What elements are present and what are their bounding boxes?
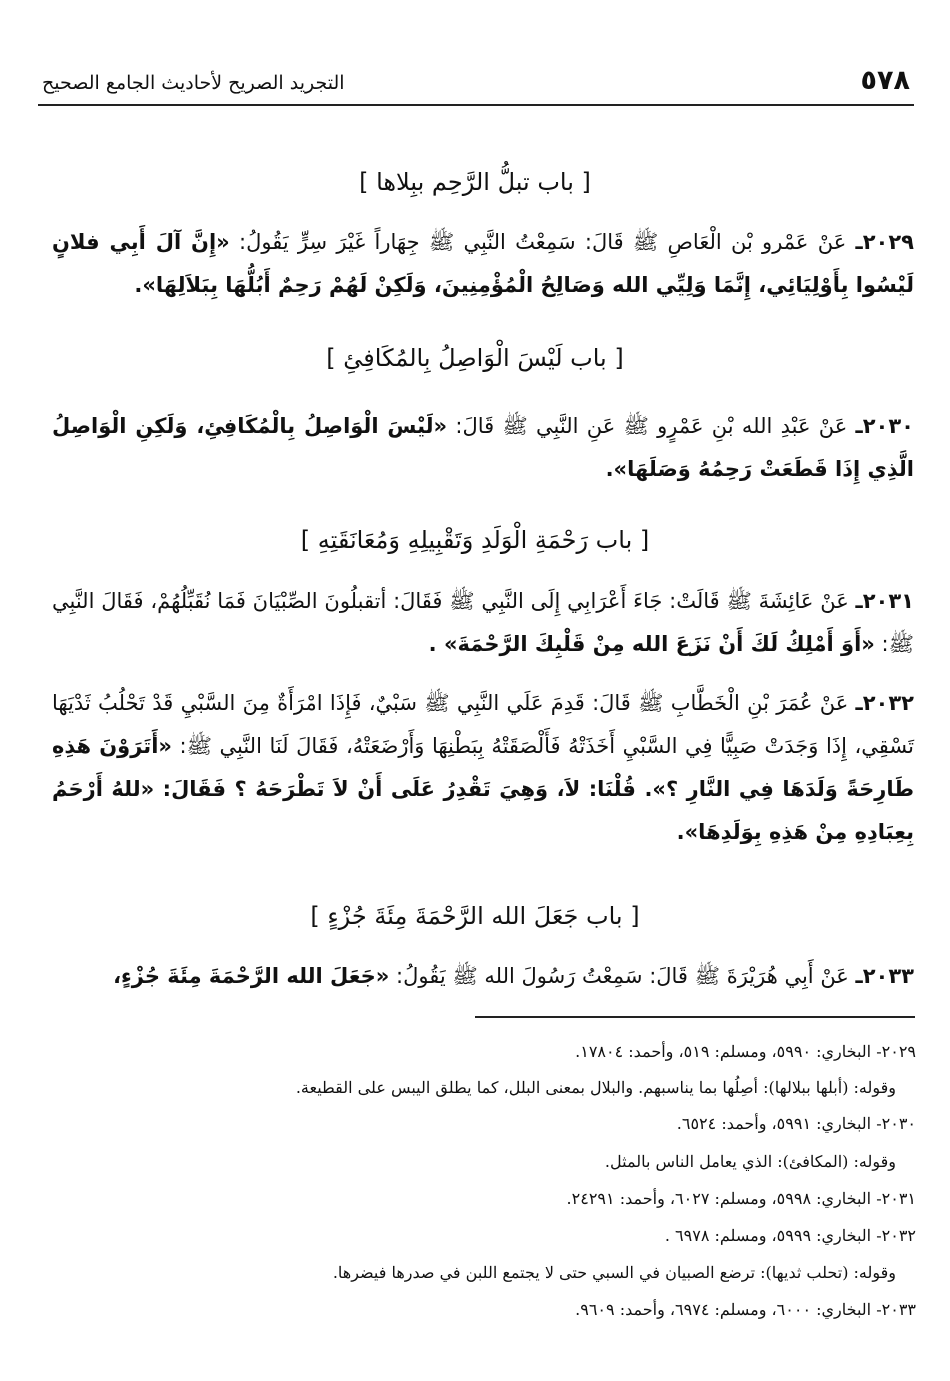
footnote-2032: ٢٠٣٢- البخاري: ٥٩٩٩، ومسلم: ٦٩٧٨ . bbox=[664, 1226, 916, 1245]
page-header bbox=[38, 62, 914, 106]
hadith-2031 bbox=[52, 580, 914, 666]
hadith-number: ٢٠٣٣ـ bbox=[855, 964, 914, 988]
hadith-narration: عَنْ عُمَرَ بْنِ الْخَطَّابِ ﷺ قَالَ: قَدِمَ عَلَي النَّبِي ﷺ سَبْيٌ، فَإِذَا امْرَأَةٌ مِنَ السَّبْيِ قَدْ تَحْلُبُ ثَدْيَهَا تَسْقِي، إِذَا وَجَدَتْ صَبِيًّا فِي السَّبْيِ أَخَذَتْهُ فَأَلْصَقَتْهُ بِبَطْنِهَا وَأَرْضَعَتْهُ، فَقَالَ لَنَا النَّبِي ﷺ: bbox=[52, 691, 914, 758]
hadith-2029 bbox=[52, 221, 914, 307]
chapter-heading: [ باب رَحْمَةِ الْوَلَدِ وَتَقْبِيلِهِ وَمُعَانَقَتِهِ ] bbox=[300, 526, 650, 554]
hadith-narration: عَنْ أَبِي هُرَيْرَةَ ﷺ قَالَ: سَمِعْتُ رَسُولَ الله ﷺ يَقُولُ: bbox=[396, 964, 849, 988]
footnote-2033: ٢٠٣٣- البخاري: ٦٠٠٠، ومسلم: ٦٩٧٤، وأحمد: ٩٦٠٩. bbox=[575, 1300, 916, 1319]
chapter-heading: [ باب جَعَلَ الله الرَّحْمَةَ مِئَةَ جُزْءٍ ] bbox=[310, 902, 640, 930]
running-title: التجريد الصريح لأحاديث الجامع الصحيح bbox=[42, 72, 345, 94]
hadith-2033 bbox=[52, 955, 914, 998]
page-number: ٥٧٨ bbox=[860, 65, 910, 96]
hadith-quote: «إِنَّ آلَ أَبِي فلانٍ لَيْسُوا بِأَوْلِيَائِي، إِنَّمَا وَلِيِّي الله وَصَالِحُ الْمُؤْمِنِينَ، وَلَكِنْ لَهُمْ رَحِمٌ أَبُلُّهَا بِبَلاَلِهَا». bbox=[52, 230, 914, 297]
footnote-2030-gloss: وقوله: (المكافئ): الذي يعامل الناس بالمثل. bbox=[604, 1152, 896, 1171]
chapter-heading: [ باب لَيْسَ الْوَاصِلُ بِالمُكَافِئِ ] bbox=[326, 344, 624, 372]
hadith-number: ٢٠٣٢ـ bbox=[855, 691, 914, 715]
footnote-2031: ٢٠٣١- البخاري: ٥٩٩٨، ومسلم: ٦٠٢٧، وأحمد: ٢٤٢٩١. bbox=[566, 1189, 916, 1208]
hadith-number: ٢٠٢٩ـ bbox=[855, 230, 914, 254]
hadith-narration: عَنْ عَمْرو بْن الْعَاصِ ﷺ قَالَ: سَمِعْتُ النَّبِي ﷺ جِهَاراً غَيْرَ سِرٍّ يَقُولُ: bbox=[239, 230, 847, 254]
hadith-quote: «جَعَلَ الله الرَّحْمَةَ مِئَةَ جُزْءٍ، bbox=[113, 964, 390, 988]
footnote-separator bbox=[475, 1016, 915, 1018]
hadith-narration: عَنْ عَبْدِ الله بْنِ عَمْرٍو ﷺ عَنِ النَّبِي ﷺ قَالَ: bbox=[455, 414, 848, 438]
footnote-2032-gloss: وقوله: (تحلب ثديها): ترضع الصبيان في السبي حتى لا يجتمع اللبن في صدرها فيضرها. bbox=[332, 1263, 896, 1282]
hadith-quote: «أَتَرَوْنَ هَذِهِ طَارِحَةً وَلَدَهَا فِي النَّارِ ؟». قُلْنَا: لاَ، وَهِيَ تَقْدِرُ عَلَى أَنْ لاَ تَطْرَحَهُ ؟ فَقَالَ: «للهُ أَرْحَمُ بِعِبَادِهِ مِنْ هَذِهِ بِوَلَدِهَا». bbox=[52, 734, 914, 844]
hadith-2032 bbox=[52, 682, 914, 854]
footnote-2030: ٢٠٣٠- البخاري: ٥٩٩١، وأحمد: ٦٥٢٤. bbox=[676, 1114, 916, 1133]
hadith-2030 bbox=[52, 405, 914, 491]
hadith-quote: «لَيْسَ الْوَاصِلُ بِالْمُكَافِئِ، وَلَكِنِ الْوَاصِلُ الَّذِي إِذَا قَطَعَتْ رَحِمُهُ وَصَلَهَا». bbox=[52, 414, 914, 481]
hadith-number: ٢٠٣١ـ bbox=[855, 589, 914, 613]
hadith-narration: عَنْ عَائِشَةَ ﷺ قَالَتْ: جَاءَ أَعْرَابِي إِلَى النَّبِي ﷺ فَقَالَ: أتقبلُونَ الصِّبْيَانَ فَمَا نُقَبِّلُهُمْ، فَقَالَ النَّبِي ﷺ: bbox=[52, 589, 914, 656]
footnote-2029-gloss: وقوله: (أبلها ببلالها): أصِلُها بما يناسبهم. والبلال بمعنى البلل، كما يطلق اليبس على القطيعة. bbox=[295, 1078, 896, 1097]
footnote-2029: ٢٠٢٩- البخاري: ٥٩٩٠، ومسلم: ٥١٩، وأحمد: ١٧٨٠٤. bbox=[575, 1042, 916, 1061]
chapter-heading: [ باب تبلُّ الرَّحِم ببِلاها ] bbox=[359, 168, 591, 196]
hadith-quote: «أَوَ أَمْلِكُ لَكَ أَنْ نَزَعَ الله مِنْ قَلْبِكَ الرَّحْمَةَ» . bbox=[428, 632, 875, 656]
hadith-number: ٢٠٣٠ـ bbox=[855, 414, 914, 438]
